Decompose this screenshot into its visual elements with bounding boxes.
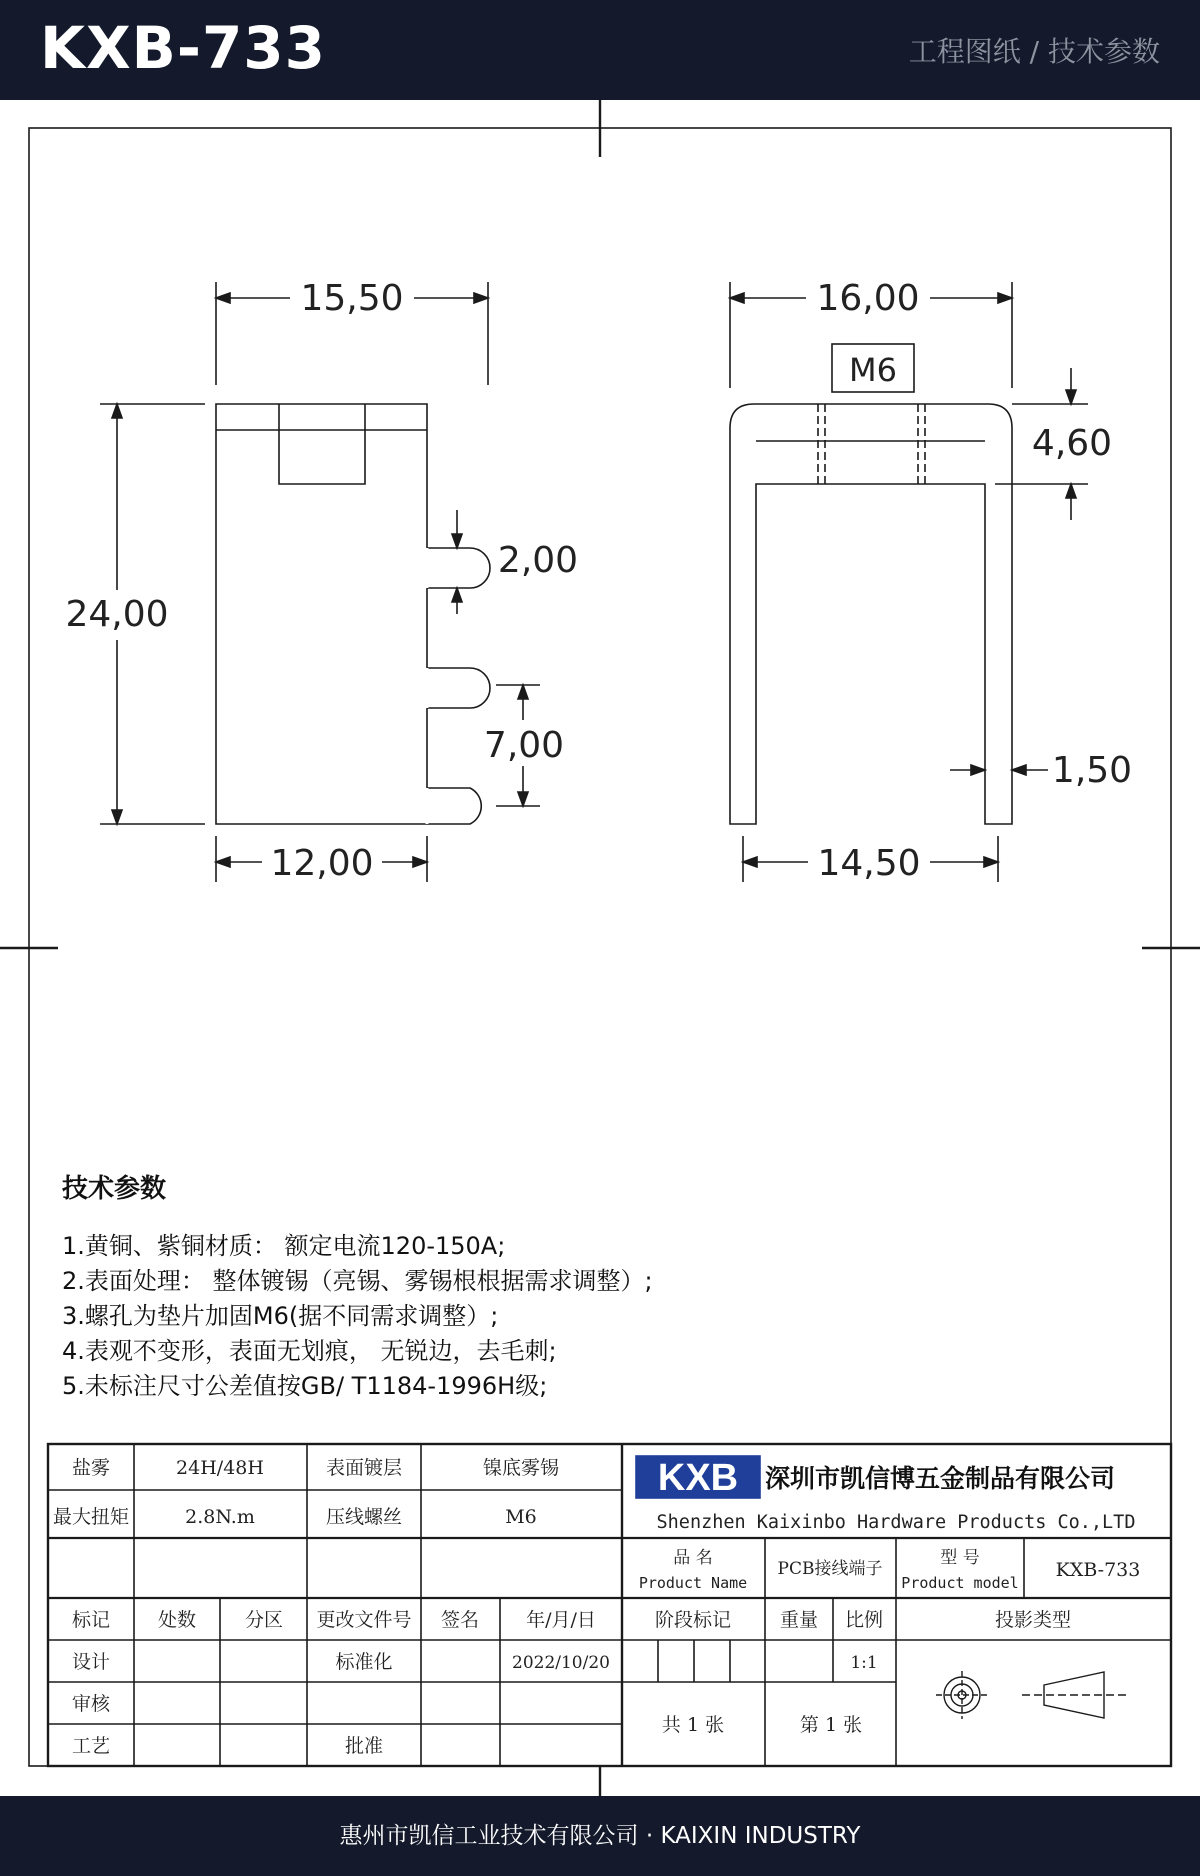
- review-label: 审核: [71, 1693, 111, 1715]
- dim-right-width: 16,00: [816, 278, 920, 319]
- plating-value: 镍底雾锡: [482, 1457, 560, 1479]
- projection-symbol-icon: [936, 1671, 1128, 1719]
- company-en: Shenzhen Kaixinbo Hardware Products Co.,LTD: [656, 1512, 1136, 1533]
- date-value: 2022/10/20: [512, 1653, 610, 1673]
- spec-item: 1.黄铜、紫铜材质： 额定电流120-150A;: [62, 1232, 506, 1260]
- design-label: 设计: [71, 1651, 111, 1673]
- title-block: [48, 1444, 1171, 1766]
- product-name-en: Product Name: [638, 1574, 748, 1592]
- m6-label: M6: [849, 351, 897, 389]
- standardize-label: 标准化: [335, 1651, 393, 1673]
- specs-title: 技术参数: [62, 1174, 167, 1204]
- sheet-number: 第 1 张: [799, 1714, 863, 1736]
- page-footer: 惠州市凯信工业技术有限公司 · KAIXIN INDUSTRY: [0, 1796, 1200, 1876]
- dim-plate: 4,60: [1031, 423, 1113, 464]
- slot-middle: [427, 668, 490, 708]
- model-value: KXB-733: [1055, 1559, 1141, 1581]
- logo-text: KXB: [657, 1457, 739, 1499]
- page-header: [0, 0, 1200, 100]
- header-mark: 标记: [71, 1609, 111, 1631]
- model-title: KXB-733: [40, 14, 327, 82]
- product-name-value: PCB接线端子: [777, 1559, 883, 1579]
- torque-value: 2.8N.m: [185, 1506, 255, 1528]
- dim-slot: 2,00: [497, 540, 579, 581]
- salt-spray-value: 24H/48H: [176, 1457, 264, 1479]
- header-weight: 重量: [779, 1609, 819, 1631]
- product-name-cn: 品 名: [673, 1548, 713, 1568]
- header-projection: 投影类型: [994, 1609, 1072, 1631]
- spec-item: 2.表面处理： 整体镀锡（亮锡、雾锡根根据需求调整）;: [62, 1267, 653, 1295]
- slot-upper: [427, 548, 490, 588]
- spec-item: 5.未标注尺寸公差值按GB/ T1184-1996H级;: [62, 1372, 548, 1400]
- header-signature: 签名: [440, 1609, 480, 1631]
- dim-slot-pitch: 7,00: [483, 725, 565, 766]
- dim-thickness: 1,50: [1051, 750, 1133, 791]
- plating-label: 表面镀层: [325, 1457, 403, 1479]
- torque-label: 最大扭矩: [52, 1506, 130, 1528]
- slot-lower: [427, 788, 481, 824]
- spec-item: 4.表观不变形，表面无划痕， 无锐边，去毛刺;: [62, 1337, 557, 1365]
- screw-value: M6: [505, 1506, 537, 1528]
- header-zone: 分区: [244, 1609, 284, 1631]
- model-en: Product model: [901, 1574, 1019, 1592]
- header-count: 处数: [157, 1609, 197, 1631]
- total-sheets: 共 1 张: [661, 1714, 725, 1736]
- salt-spray-label: 盐雾: [71, 1457, 111, 1479]
- terminal-side-outline: [730, 404, 1012, 824]
- screw-label: 压线螺丝: [325, 1506, 403, 1528]
- company-cn: 深圳市凯信博五金制品有限公司: [765, 1464, 1116, 1493]
- dim-bottom-width: 12,00: [270, 843, 374, 884]
- terminal-window: [279, 404, 365, 484]
- model-cn: 型 号: [940, 1548, 980, 1568]
- header-scale: 比例: [844, 1609, 884, 1631]
- technical-drawing: [0, 100, 1200, 1796]
- header-stage: 阶段标记: [654, 1609, 732, 1631]
- spec-item: 3.螺孔为垫片加固M6(据不同需求调整）;: [62, 1302, 499, 1330]
- terminal-front-outline: [216, 404, 439, 824]
- header-change-doc: 更改文件号: [316, 1609, 412, 1631]
- drawing-sheet: [0, 100, 1200, 1796]
- scale-value: 1:1: [850, 1653, 878, 1673]
- dim-height: 24,00: [65, 594, 169, 635]
- dim-top-width: 15,50: [300, 278, 404, 319]
- process-label: 工艺: [71, 1735, 111, 1757]
- specs-list: [62, 1229, 653, 1404]
- approve-label: 批准: [344, 1735, 384, 1757]
- header-date: 年/月/日: [526, 1609, 596, 1631]
- header-subtitle: 工程图纸 / 技术参数: [908, 35, 1160, 68]
- dim-inner-width: 14,50: [817, 843, 921, 884]
